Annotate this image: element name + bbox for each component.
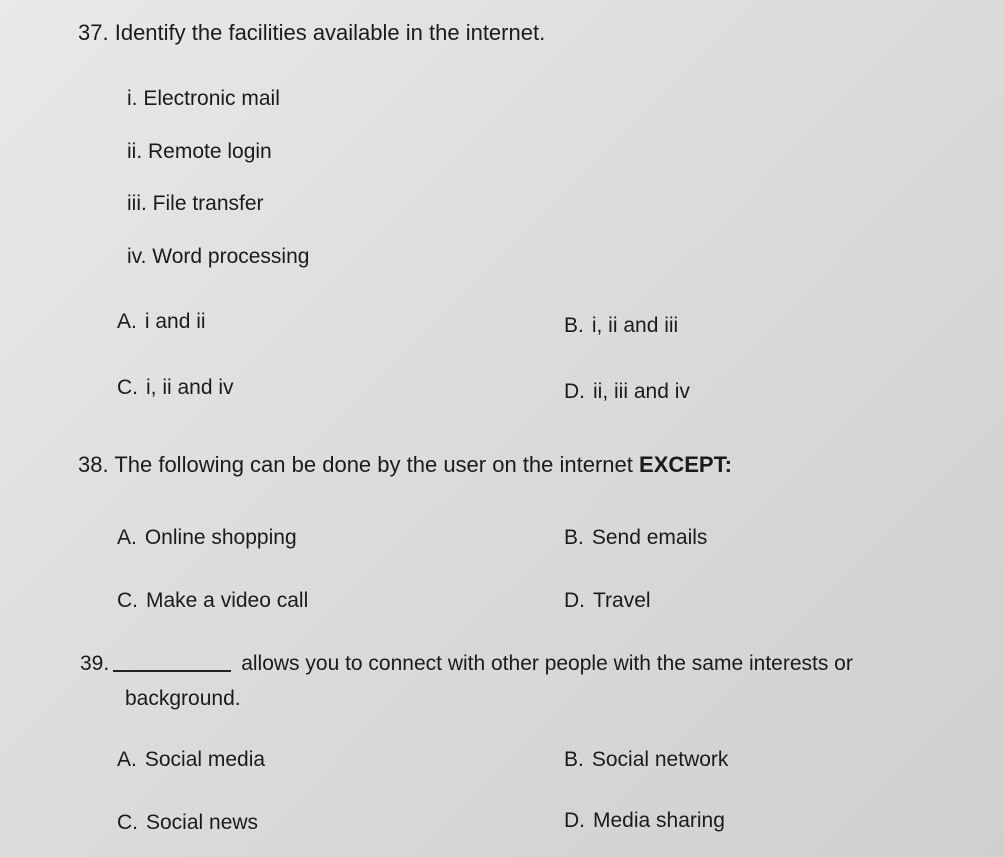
option-letter: D. — [564, 809, 585, 832]
question-37-text: Identify the facilities available in the internet. — [114, 20, 546, 45]
option-text: ii, iii and iv — [593, 380, 690, 403]
option-letter: D. — [564, 380, 585, 403]
question-39-text-line1: allows you to connect with other people with the same interests or — [241, 652, 853, 675]
question-37-option-c[interactable] — [117, 375, 234, 401]
option-letter: A. — [117, 310, 137, 333]
option-text: i, ii and iv — [146, 376, 234, 399]
question-39-text-line2: background. — [125, 687, 241, 710]
option-letter: C. — [117, 811, 138, 834]
option-letter: B. — [564, 526, 584, 549]
question-37-title — [78, 20, 545, 46]
option-text: Travel — [593, 589, 651, 612]
question-39-option-b[interactable] — [564, 747, 728, 773]
option-text: Social news — [146, 811, 259, 834]
question-39-number: 39. — [80, 652, 110, 675]
question-37-option-a[interactable] — [117, 309, 206, 335]
question-37-number: 37. — [78, 20, 109, 45]
question-37-option-d[interactable] — [564, 379, 690, 405]
question-37-statement-1: i. Electronic mail — [127, 87, 280, 110]
question-38-title — [78, 452, 732, 478]
question-38-option-b[interactable] — [564, 525, 707, 551]
question-37-statement-4: iv. Word processing — [127, 245, 310, 268]
question-38-option-a[interactable] — [117, 525, 297, 551]
option-text: i and ii — [144, 310, 206, 333]
question-37-statement-3: iii. File transfer — [127, 192, 264, 215]
question-38-text: The following can be done by the user on the internet — [114, 452, 633, 477]
option-text: Send emails — [591, 526, 708, 549]
option-letter: A. — [117, 748, 137, 771]
question-38-number: 38. — [78, 452, 109, 477]
option-text: Media sharing — [593, 809, 725, 832]
option-text: Social media — [144, 748, 266, 771]
question-39-option-d[interactable] — [564, 808, 725, 834]
option-letter: B. — [564, 314, 584, 337]
question-38-option-d[interactable] — [564, 588, 651, 614]
option-letter: D. — [564, 589, 585, 612]
question-39-title-line2 — [125, 686, 241, 712]
question-39-option-c[interactable] — [117, 810, 258, 836]
option-letter: B. — [564, 748, 584, 771]
option-text: Social network — [591, 748, 729, 771]
question-37-option-b[interactable] — [564, 313, 678, 339]
question-39-option-a[interactable] — [117, 747, 265, 773]
question-38-option-c[interactable] — [117, 588, 308, 614]
option-text: i, ii and iii — [591, 314, 679, 337]
answer-blank — [113, 670, 231, 672]
option-letter: A. — [117, 526, 137, 549]
question-37-statement-2: ii. Remote login — [127, 140, 272, 163]
option-text: Make a video call — [146, 589, 309, 612]
question-38-emphasis: EXCEPT: — [639, 452, 732, 477]
option-text: Online shopping — [144, 526, 297, 549]
option-letter: C. — [117, 376, 138, 399]
option-letter: C. — [117, 589, 138, 612]
question-39-title — [80, 651, 853, 677]
